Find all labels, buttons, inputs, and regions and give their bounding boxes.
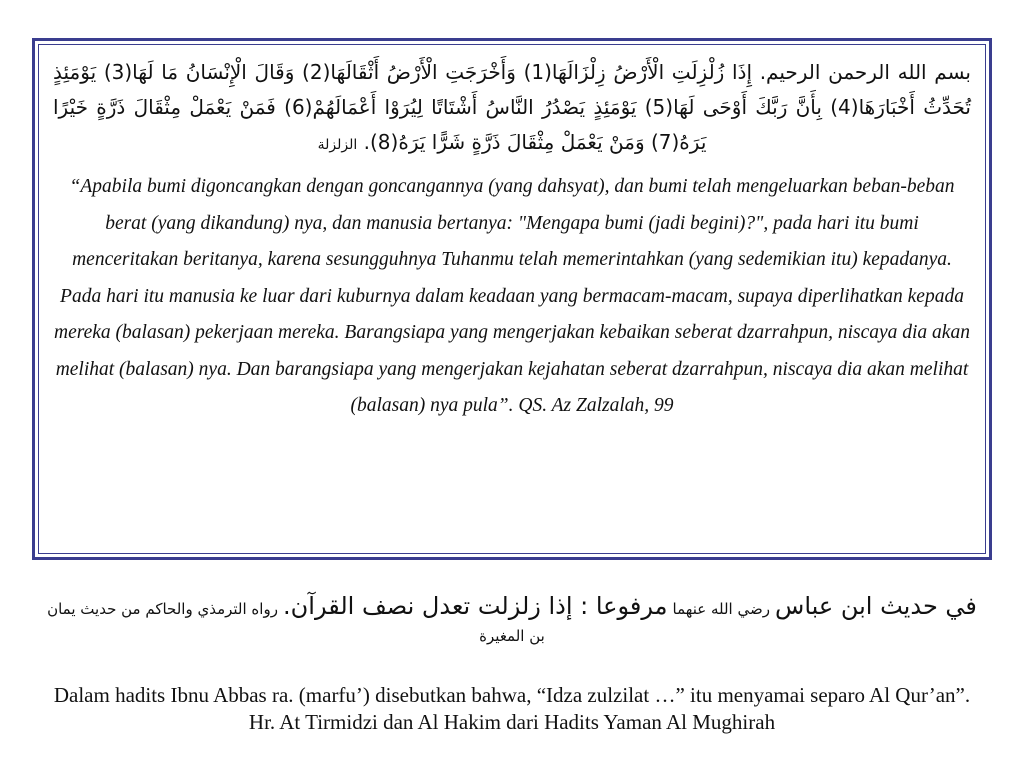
hadith-arabic-honorific: رضي الله عنهما — [672, 600, 770, 618]
surah-arabic-text — [53, 55, 971, 163]
quote-frame-inner — [38, 44, 986, 554]
surah-name: الزلزلة — [317, 137, 358, 153]
hadith-indonesian: Dalam hadits Ibnu Abbas ra. (marfu’) disebutkan bahwa, “Idza zulzilat …” itu menyamai separo Al Qur’an”. Hr. At Tirmidzi dan Al Hakim dari Hadits Yaman Al Mughirah — [53, 683, 971, 734]
hadith-arabic-part1: في حديث ابن عباس — [775, 592, 977, 620]
surah-translation: “Apabila bumi digoncangkan dengan goncangannya (yang dahsyat), dan bumi telah mengeluarkan beban-beban berat (yang dikandung) nya, dan manusia bertanya: "Mengapa bumi (jadi begini)?", pada hari itu bumi menceritakan beritanya, karena sesungguhnya Tuhanmu telah memerintahkan (yang sedemikian itu) kepadanya. Pada hari itu manusia ke luar dari kuburnya dalam keadaan yang bermacam-macam, supaya diperlihatkan kepada mereka (balasan) pekerjaan mereka. Barangsiapa yang mengerjakan kebaikan seberat dzarrahpun, niscaya dia akan melihat (balasan) nya. Dan barangsiapa yang mengerjakan kejahatan seberat dzarrahpun, niscaya dia akan melihat (balasan) nya pula”. QS. Az Zalzalah, 99 — [54, 176, 970, 416]
quote-frame-outer — [32, 38, 992, 560]
surah-verses: إِذَا زُلْزِلَتِ الْأَرْضُ زِلْزَالَهَا(1) وَأَخْرَجَتِ الْأَرْضُ أَثْقَالَهَا(2) وَقَالَ الْإِنْسَانُ مَا لَهَا(3) يَوْمَئِذٍ تُحَدِّثُ أَخْبَارَهَا(4) بِأَنَّ رَبَّكَ أَوْحَى لَهَا(5) يَوْمَئِذٍ يَصْدُرُ النَّاسُ أَشْتَاتًا لِيُرَوْا أَعْمَالَهُمْ(6) فَمَنْ يَعْمَلْ مِثْقَالَ ذَرَّةٍ خَيْرًا يَرَهُ(7) وَمَنْ يَعْمَلْ مِثْقَالَ ذَرَّةٍ شَرًّا يَرَهُ(8). — [53, 60, 972, 154]
hadith-arabic-source: رواه الترمذي والحاكم من حديث يمان بن المغيرة — [47, 600, 545, 645]
hadith-arabic — [40, 586, 984, 645]
basmala: بسم الله الرحمن الرحيم. — [759, 60, 971, 84]
hadith-arabic-part2: مرفوعا : إذا زلزلت تعدل نصف القرآن. — [283, 592, 668, 620]
